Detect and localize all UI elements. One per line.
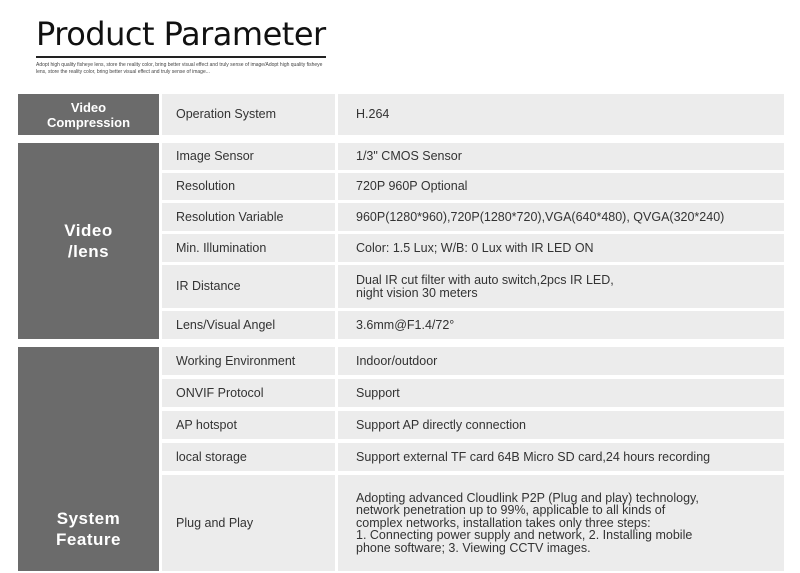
group-video-lens: [18, 143, 784, 339]
param-name: Working Environment: [162, 347, 335, 375]
param-value: Support external TF card 64B Micro SD card,24 hours recording: [338, 443, 784, 471]
param-value: Support: [338, 379, 784, 407]
param-value: H.264: [338, 94, 784, 135]
category-label: Video /lens: [18, 143, 159, 339]
param-value: 1/3" CMOS Sensor: [338, 143, 784, 170]
group-system-feature: [18, 347, 784, 571]
param-name: ONVIF Protocol: [162, 379, 335, 407]
param-name: IR Distance: [162, 265, 335, 308]
param-value: Adopting advanced Cloudlink P2P (Plug and play) technology, network penetration up to 99%, applicable to all kinds of complex networks, installation takes only three steps: 1. Connecting power supply and network, 2. Installing mobile phone software; 3. Viewing CCTV images.: [338, 475, 784, 571]
header: [36, 14, 326, 76]
param-value: Indoor/outdoor: [338, 347, 784, 375]
param-name: Lens/Visual Angel: [162, 311, 335, 339]
param-value: 3.6mm@F1.4/72°: [338, 311, 784, 339]
param-name: Resolution Variable: [162, 203, 335, 231]
param-value: Support AP directly connection: [338, 411, 784, 439]
param-value: 960P(1280*960),720P(1280*720),VGA(640*480), QVGA(320*240): [338, 203, 784, 231]
page-title: Product Parameter: [36, 14, 326, 58]
param-value: Color: 1.5 Lux; W/B: 0 Lux with IR LED ON: [338, 234, 784, 262]
param-name: Operation System: [162, 94, 335, 135]
param-value: 720P 960P Optional: [338, 173, 784, 200]
param-value: Dual IR cut filter with auto switch,2pcs IR LED, night vision 30 meters: [338, 265, 784, 308]
category-label: System Feature: [18, 347, 159, 571]
group-video-compression: [18, 94, 784, 135]
param-name: local storage: [162, 443, 335, 471]
param-name: Image Sensor: [162, 143, 335, 170]
category-label: Video Compression: [18, 94, 159, 135]
param-name: Resolution: [162, 173, 335, 200]
param-name: AP hotspot: [162, 411, 335, 439]
param-name: Min. Illumination: [162, 234, 335, 262]
param-name: Plug and Play: [162, 475, 335, 571]
page-subtitle: Adopt high quality fisheye lens, store the reality color, bring better visual effect and truly sense of image/Adopt high quality fisheye lens, store the reality color, bring better visual effect and truly sense of image...: [36, 62, 323, 75]
